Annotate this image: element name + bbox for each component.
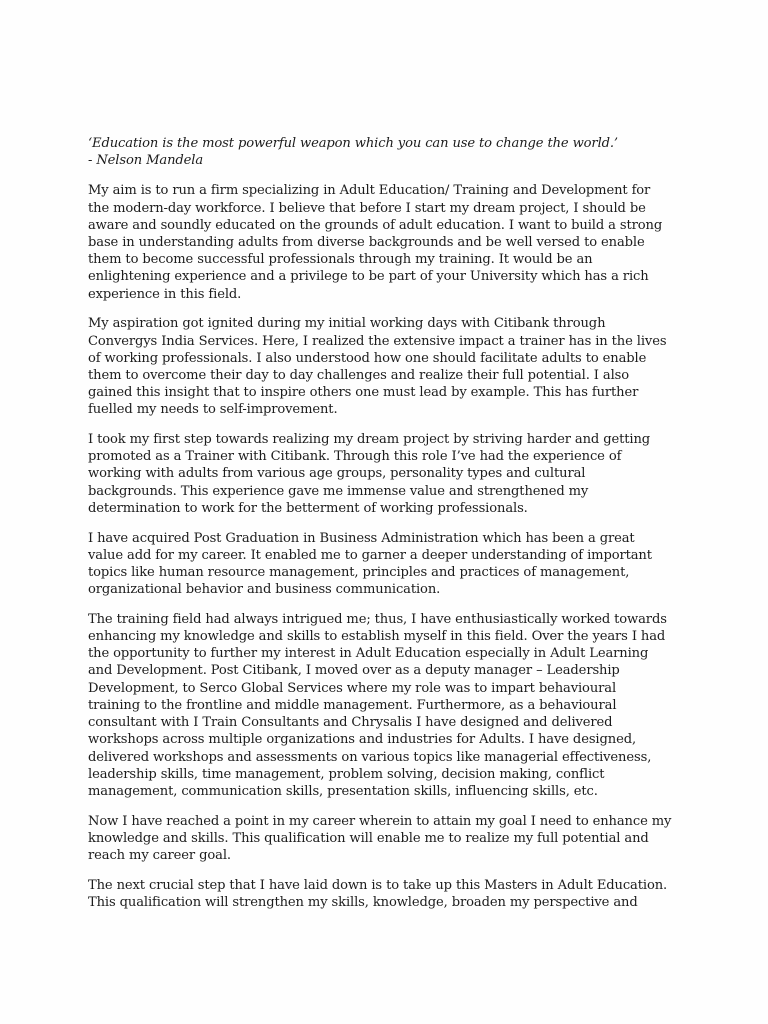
paragraph-line: enhancing my knowledge and skills to establish myself in this field. Over the years I had — [88, 629, 666, 645]
paragraph-line: This qualification will strengthen my skills, knowledge, broaden my perspective and — [88, 894, 638, 910]
paragraph — [88, 813, 678, 865]
paragraph — [88, 530, 678, 599]
paragraph — [88, 182, 678, 302]
paragraph-line: management, communication skills, presentation skills, influencing skills, etc. — [88, 783, 598, 799]
paragraph-line: backgrounds. This experience gave me immense value and strengthened my — [88, 483, 589, 499]
paragraph-line: aware and soundly educated on the grounds of adult education. I want to build a strong — [88, 217, 663, 233]
paragraph-line: them to overcome their day to day challenges and realize their full potential. I also — [88, 367, 630, 383]
paragraph-line: and Development. Post Citibank, I moved over as a deputy manager – Leadership — [88, 663, 620, 679]
document-body — [88, 135, 678, 924]
paragraph-line: organizational behavior and business communication. — [88, 582, 441, 598]
paragraph-line: I took my first step towards realizing my dream project by striving harder and getting — [88, 432, 651, 448]
paragraph — [88, 431, 678, 517]
paragraph-line: value add for my career. It enabled me to garner a deeper understanding of important — [88, 547, 652, 563]
paragraph-line: of working professionals. I also understood how one should facilitate adults to enable — [88, 350, 647, 366]
paragraph-line: leadership skills, time management, problem solving, decision making, conflict — [88, 766, 605, 782]
paragraph-line: determination to work for the betterment of working professionals. — [88, 500, 528, 516]
paragraph-line: enlightening experience and a privilege to be part of your University which has a rich — [88, 269, 649, 285]
paragraph-line: working with adults from various age groups, personality types and cultural — [88, 466, 586, 482]
paragraph — [88, 315, 678, 418]
paragraph-line: base in understanding adults from diverse backgrounds and be well versed to enable — [88, 235, 645, 251]
paragraph-line: experience in this field. — [88, 286, 242, 302]
paragraph-line: Now I have reached a point in my career wherein to attain my goal I need to enhance my — [88, 813, 672, 829]
quote-text: ‘Education is the most powerful weapon which you can use to change the world.’ — [88, 136, 618, 151]
paragraph-line: gained this insight that to inspire others one must lead by example. This has further — [88, 385, 639, 401]
quote-attribution: - Nelson Mandela — [88, 153, 204, 169]
opening-quote — [88, 135, 678, 169]
paragraph-line: delivered workshops and assessments on various topics like managerial effectiveness, — [88, 749, 652, 765]
paragraph-line: I have acquired Post Graduation in Business Administration which has been a great — [88, 530, 635, 546]
paragraph-line: fuelled my needs to self-improvement. — [88, 402, 338, 418]
paragraph-line: them to become successful professionals through my training. It would be an — [88, 252, 593, 268]
paragraph-line: The next crucial step that I have laid down is to take up this Masters in Adult Education. — [88, 877, 668, 893]
paragraph — [88, 877, 678, 911]
paragraph-line: reach my career goal. — [88, 848, 231, 864]
paragraph-line: training to the frontline and middle management. Furthermore, as a behavioural — [88, 697, 617, 713]
paragraph-line: My aim is to run a firm specializing in Adult Education/ Training and Development for — [88, 183, 651, 199]
paragraph-line: workshops across multiple organizations and industries for Adults. I have designed, — [88, 732, 636, 748]
paragraph-line: the modern-day workforce. I believe that before I start my dream project, I should be — [88, 200, 646, 216]
paragraph-line: knowledge and skills. This qualification will enable me to realize my full potential and — [88, 830, 649, 846]
paragraphs — [88, 182, 678, 911]
paragraph-line: The training field had always intrigued me; thus, I have enthusiastically worked towards — [88, 611, 667, 627]
paragraph-line: the opportunity to further my interest in Adult Education especially in Adult Learning — [88, 646, 649, 662]
paragraph — [88, 611, 678, 800]
paragraph-line: topics like human resource management, principles and practices of management, — [88, 564, 630, 580]
paragraph-line: consultant with I Train Consultants and Chrysalis I have designed and delivered — [88, 715, 613, 731]
paragraph-line: My aspiration got ignited during my initial working days with Citibank through — [88, 316, 606, 332]
paragraph-line: promoted as a Trainer with Citibank. Through this role I’ve had the experience of — [88, 449, 622, 465]
paragraph-line: Convergys India Services. Here, I realized the extensive impact a trainer has in the lives — [88, 333, 667, 349]
paragraph-line: Development, to Serco Global Services where my role was to impart behavioural — [88, 680, 617, 696]
